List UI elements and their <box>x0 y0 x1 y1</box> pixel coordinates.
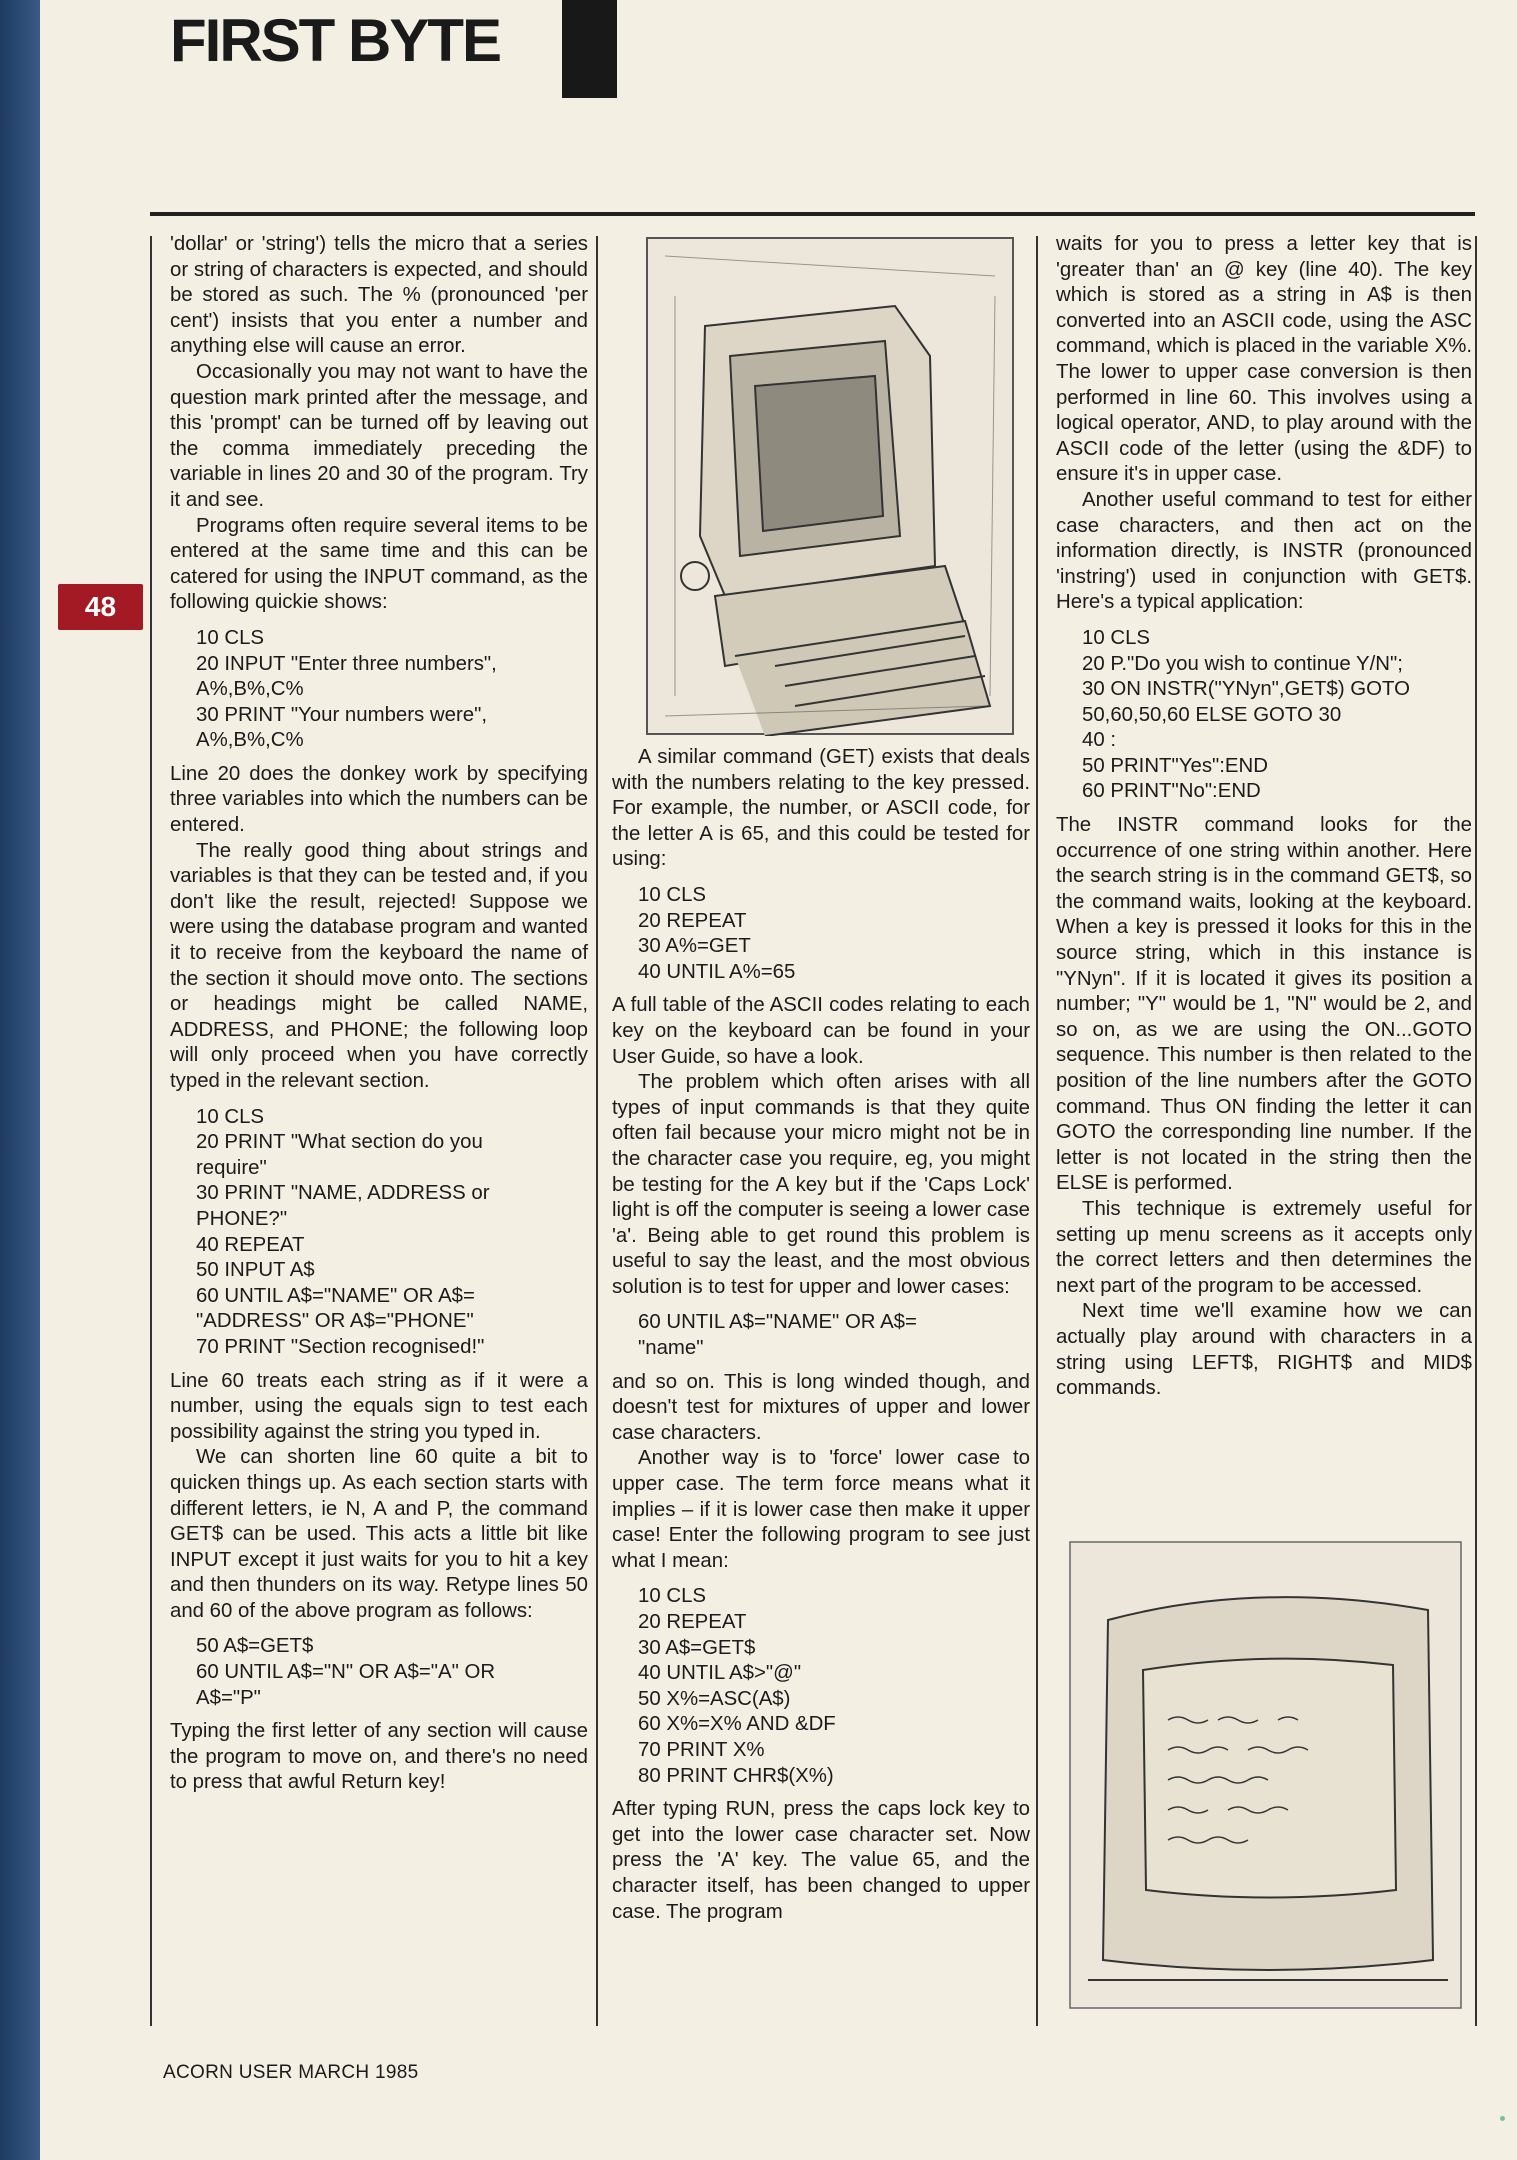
code-line: A$="P" <box>196 1686 261 1709</box>
code-listing <box>612 1584 1030 1789</box>
code-line: 40 REPEAT <box>196 1233 305 1256</box>
column-separator <box>1475 236 1477 2026</box>
code-line: 60 UNTIL A$="NAME" OR A$= <box>196 1284 475 1307</box>
code-line: 50,60,50,60 ELSE GOTO 30 <box>1082 703 1342 726</box>
code-line: "name" <box>638 1337 704 1360</box>
column-1 <box>170 232 588 1796</box>
header-rule <box>150 212 1475 216</box>
paragraph: Occasionally you may not want to have the question mark printed after the message, and this 'prompt' can be turned off by leaving out the comma immediately preceding the variable in lines 20 and 30 of the program. Try it and see. <box>170 360 588 511</box>
header-block <box>562 0 617 98</box>
paragraph: A similar command (GET) exists that deals with the numbers relating to the key pressed. For example, the number, or ASCII code, for the letter A is 65, and this could be tested for using: <box>612 746 1030 871</box>
paragraph: and so on. This is long winded though, and doesn't test for mixtures of upper and lower case characters. <box>612 1370 1030 1444</box>
code-line: 70 PRINT X% <box>638 1738 765 1761</box>
monitor-illustration <box>1068 1540 1463 2010</box>
code-line: 50 PRINT"Yes":END <box>1082 754 1268 777</box>
paragraph: The problem which often arises with all types of input commands is that they quite often fail because your micro might not be in the character case you require, eg, you might be testing for the A key but if the 'Caps Lock' light is off the computer is seeing a lower case 'a'. Being able to get round this problem is useful to say the least, and the most obvious solution is to test for upper and lower cases: <box>612 1071 1030 1298</box>
code-line: 20 REPEAT <box>638 1611 747 1633</box>
footer: ACORN USER MARCH 1985 <box>163 2062 419 2083</box>
code-line: A%,B%,C% <box>196 729 304 752</box>
code-line: 60 X%=X% AND &DF <box>638 1713 836 1736</box>
column-separator <box>150 236 152 2026</box>
paragraph: A full table of the ASCII codes relating to each key on the keyboard can be found in your User Guide, so have a look. <box>612 994 1030 1068</box>
code-line: 60 UNTIL A$="N" OR A$="A" OR <box>196 1661 496 1684</box>
magazine-spine <box>0 0 40 2160</box>
code-line: PHONE?" <box>196 1207 288 1230</box>
paragraph: Another way is to 'force' lower case to upper case. The term force means what it implies – if it is lower case then make it upper case! Enter the following program to see just what I mean: <box>612 1447 1030 1572</box>
code-line: 40 UNTIL A%=65 <box>638 960 796 983</box>
page-number: 48 <box>58 584 143 630</box>
section-header <box>165 0 625 98</box>
code-listing <box>170 1105 588 1361</box>
code-line: 30 PRINT "Your numbers were", <box>196 703 488 726</box>
code-line: 30 ON INSTR("YNyn",GET$) GOTO <box>1082 678 1410 701</box>
code-listing <box>170 626 588 754</box>
code-line: 50 A$=GET$ <box>196 1635 314 1658</box>
code-line: require" <box>196 1156 267 1179</box>
code-line: 60 UNTIL A$="NAME" OR A$= <box>638 1311 917 1334</box>
paragraph: The INSTR command looks for the occurrence of one string within another. Here the search string is in the command GET$, so the command waits, looking at the keyboard. When a key is pressed it looks for this in the source string, which in this instance is "YNyn". If it is located it gives its position a number; "Y" would be 1, "N" would be 2, and so on, as we are using the ON...GOTO sequence. This number is then related to the position of the line numbers after the GOTO command. Thus ON finding the letter it can GOTO the corresponding line number. If the letter is not located in the string then the ELSE is performed. <box>1056 814 1472 1195</box>
code-line: 10 CLS <box>196 626 265 649</box>
code-line: 50 X%=ASC(A$) <box>638 1687 791 1710</box>
code-line: 50 INPUT A$ <box>196 1259 315 1282</box>
paragraph: We can shorten line 60 quite a bit to quicken things up. As each section starts with different letters, ie N, A and P, the command GET$ can be used. This acts a little bit like INPUT except it just waits for you to hit a key and then thunders on its way. Retype lines 50 and 60 of the above program as follows: <box>170 1446 588 1622</box>
column-separator <box>596 236 598 2026</box>
code-line: 30 PRINT "NAME, ADDRESS or <box>196 1182 490 1205</box>
code-line: "ADDRESS" OR A$="PHONE" <box>196 1310 474 1333</box>
code-line: 20 P."Do you wish to continue Y/N"; <box>1082 652 1403 675</box>
code-line: 70 PRINT "Section recognised!" <box>196 1335 485 1358</box>
code-line: 10 CLS <box>1082 626 1151 649</box>
code-line: 80 PRINT CHR$(X%) <box>638 1764 834 1787</box>
code-listing <box>612 883 1030 985</box>
paragraph: After typing RUN, press the caps lock key to get into the lower case character set. Now press the 'A' key. The value 65, and the character itself, has been changed to upper case. The program <box>612 1798 1030 1923</box>
code-line: 20 PRINT "What section do you <box>196 1131 483 1154</box>
code-listing <box>170 1634 588 1711</box>
code-line: A%,B%,C% <box>196 678 304 701</box>
paragraph: This technique is extremely useful for setting up menu screens as it accepts only the correct letters and then determines the next part of the program to be accessed. <box>1056 1197 1472 1297</box>
header-title: FIRST BYTE <box>170 7 501 74</box>
code-line: 10 CLS <box>638 883 707 906</box>
column-3 <box>1056 232 1472 1402</box>
code-line: 60 PRINT"No":END <box>1082 780 1261 803</box>
code-line: 30 A$=GET$ <box>638 1636 756 1659</box>
paragraph: Another useful command to test for either case characters, and then act on the information directly, is INSTR (pronounced 'instring') used in conjunction with GET$. Here's a typical application: <box>1056 488 1472 614</box>
paragraph: Line 60 treats each string as if it were a number, using the equals sign to test each possibility against the string you typed in. <box>170 1369 588 1443</box>
paragraph: 'dollar' or 'string') tells the micro that a series or string of characters is expected, and should be stored as such. The % (pronounced 'per cent') insists that you enter a number and anything else will cause an error. <box>170 233 588 358</box>
code-listing <box>1056 626 1472 805</box>
paragraph: Line 20 does the donkey work by specifying three variables into which the numbers can be entered. <box>170 762 588 837</box>
paragraph: The really good thing about strings and variables is that they can be tested and, if you don't like the result, rejected! Suppose we were using the database program and wanted it to receive from the keyboard the name of the section it should move onto. The sections or headings might be called NAME, ADDRESS, and PHONE; the following loop will only proceed when you have correctly typed in the relevant section. <box>170 839 588 1092</box>
paragraph: Programs often require several items to be entered at the same time and this can be catered for using the INPUT command, as the following quickie shows: <box>170 514 588 614</box>
code-line: 30 A%=GET <box>638 935 751 958</box>
code-listing <box>612 1310 1030 1361</box>
decorative-dot <box>1500 2116 1505 2121</box>
column-2 <box>612 745 1030 1925</box>
paragraph: waits for you to press a letter key that is 'greater than' an @ key (line 40). The key which is stored as a string in A$ is then converted into an ASCII code, using the ASC command, which is placed in the variable X%. The lower to upper case conversion is then performed in line 60. This involves using a logical operator, AND, to play around with the ASCII code of the letter (using the &DF) to ensure it's in upper case. <box>1056 233 1472 486</box>
code-line: 10 CLS <box>196 1105 265 1128</box>
paragraph: Typing the first letter of any section will cause the program to move on, and there's no need to press that awful Return key! <box>170 1720 588 1794</box>
code-line: 20 INPUT "Enter three numbers", <box>196 652 497 675</box>
code-line: 40 UNTIL A$>"@" <box>638 1662 802 1685</box>
code-line: 20 REPEAT <box>638 909 747 932</box>
code-line: 40 : <box>1082 729 1117 752</box>
column-separator <box>1036 236 1038 2026</box>
computer-illustration <box>645 236 1015 736</box>
paragraph: Next time we'll examine how we can actually play around with characters in a string using LEFT$, RIGHT$ and MID$ commands. <box>1056 1300 1472 1400</box>
code-line: 10 CLS <box>638 1585 707 1608</box>
